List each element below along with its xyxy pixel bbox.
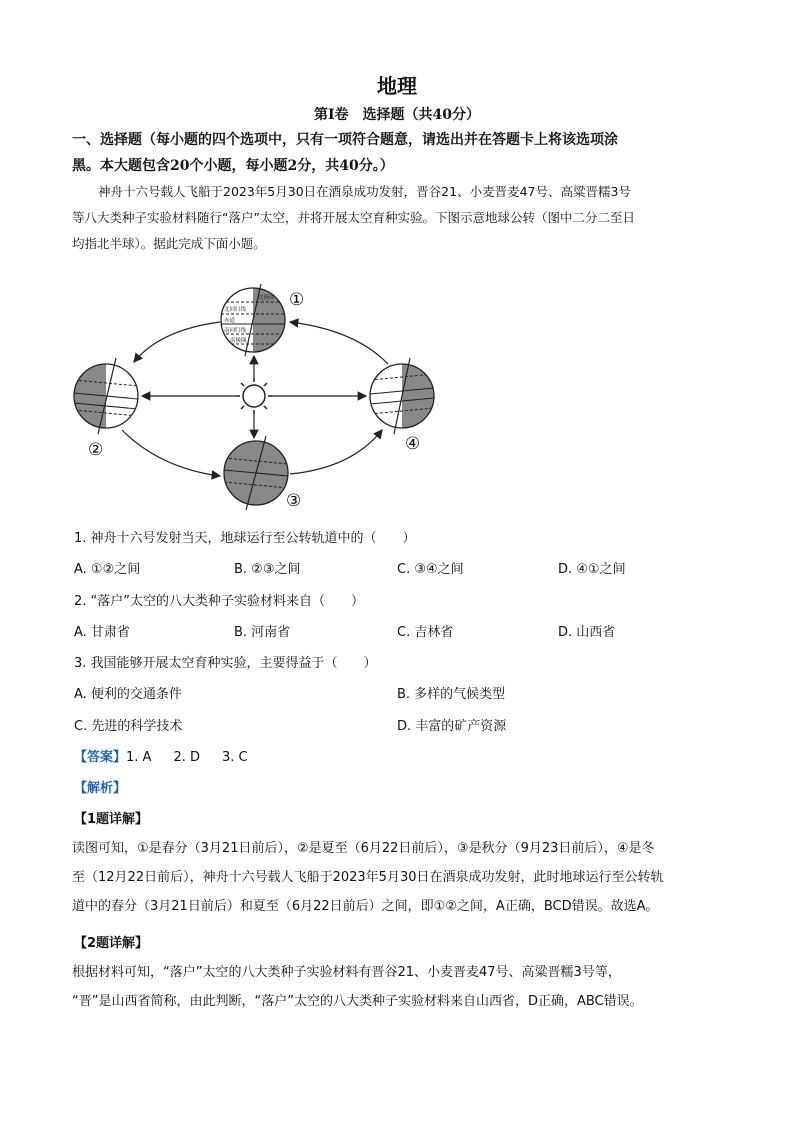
orbit-arrow-4-to-1 <box>290 322 388 364</box>
q1-detail-line2: 至（12月22日前后），神舟十六号载人飞船于2023年5月30日在酒泉成功发射，此时地球运行至公转轨 <box>72 870 664 885</box>
q2-detail-heading: 【2题详解】 <box>74 936 149 951</box>
q3-option-c: C. 先进的科学技术 <box>74 719 183 734</box>
earth-revolution-figure <box>60 278 450 518</box>
q2-option-c: C. 吉林省 <box>397 625 454 640</box>
section-heading-line1: 一、选择题（每小题的四个选项中，只有一项符合题意，请选出并在答题卡上将该选项涂 <box>72 132 618 148</box>
q1-detail-line3: 道中的春分（3月21日前后）和夏至（6月22日前后）之间，即①②之间，A正确，BCD错误。故选A。 <box>72 899 659 914</box>
answer-tag: 【答案】 <box>74 750 127 765</box>
analysis-tag: 【解析】 <box>74 781 127 796</box>
label-tropic-cancer: 北回归线 <box>224 307 247 313</box>
question-3-stem: 3. 我国能够开展太空育种实验，主要得益于（ ） <box>74 656 377 671</box>
q2-detail-line1: 根据材料可知，“落户”太空的八大类种子实验材料有晋谷21、小麦晋麦47号、高粱晋糯3号等， <box>72 965 621 980</box>
q1-detail-text <box>72 834 727 921</box>
marker-4: ④ <box>405 434 421 454</box>
answer-2: 2. D <box>173 750 200 765</box>
q1-option-c: C. ③④之间 <box>397 562 464 577</box>
orbit-arrow-3-to-4 <box>290 430 382 474</box>
marker-2: ② <box>88 440 104 460</box>
marker-1: ① <box>289 290 305 310</box>
q1-detail-heading: 【1题详解】 <box>74 812 149 827</box>
section-subtitle: 第Ⅰ卷 选择题（共40分） <box>313 107 481 123</box>
q2-option-d: D. 山西省 <box>558 625 616 640</box>
material-line1: 神舟十六号载人飞船于2023年5月30日在酒泉成功发射，晋谷21、小麦晋麦47号、高粱晋糯3号 <box>98 184 631 199</box>
question-1-stem: 1. 神舟十六号发射当天，地球运行至公转轨道中的（ ） <box>74 531 416 546</box>
q2-option-b: B. 河南省 <box>234 625 291 640</box>
question-2-stem: 2. “落户”太空的八大类种子实验材料来自（ ） <box>74 594 365 609</box>
material-line2: 等八大类种子实验材料随行“落户”太空，并将开展太空育种实验。下图示意地球公转（图中二分二至日 <box>72 210 635 225</box>
q1-detail-line1: 读图可知，①是春分（3月21日前后），②是夏至（6月22日前后），③是秋分（9月23日前后），④是冬 <box>72 841 655 856</box>
answer-1: 1. A <box>126 750 152 765</box>
q2-option-a: A. 甘肃省 <box>74 625 130 640</box>
section-heading <box>72 127 732 179</box>
section-heading-line2: 黑。本大题包含20个小题，每小题2分，共40分。） <box>72 158 394 174</box>
q2-detail-text <box>72 958 727 1016</box>
q3-option-a: A. 便利的交通条件 <box>74 687 182 702</box>
orbit-arrow-1-to-2 <box>134 322 220 362</box>
q3-option-d: D. 丰富的矿产资源 <box>397 719 507 734</box>
label-arctic-circle: 北极圈 <box>258 295 275 301</box>
answer-line <box>74 746 248 765</box>
label-equator: 赤道 <box>224 318 236 324</box>
q3-option-b: B. 多样的气候类型 <box>397 687 506 702</box>
q1-option-b: B. ②③之间 <box>234 562 301 577</box>
q1-option-d: D. ④①之间 <box>558 562 626 577</box>
label-tropic-capricorn: 南回归线 <box>224 328 247 334</box>
marker-3: ③ <box>286 491 302 511</box>
sun-icon <box>236 378 272 414</box>
orbit-arrow-2-to-3 <box>122 430 220 476</box>
q2-detail-line2: “晋”是山西省简称，由此判断，“落户”太空的八大类种子实验材料来自山西省，D正确，ABC错误。 <box>72 994 643 1009</box>
material-paragraph <box>72 179 732 257</box>
answer-3: 3. C <box>222 750 248 765</box>
material-line3: 均指北半球）。据此完成下面小题。 <box>72 236 266 251</box>
q1-option-a: A. ①②之间 <box>74 562 141 577</box>
label-antarctic-circle: 南极圈 <box>230 338 247 344</box>
page-title: 地理 <box>377 74 417 98</box>
